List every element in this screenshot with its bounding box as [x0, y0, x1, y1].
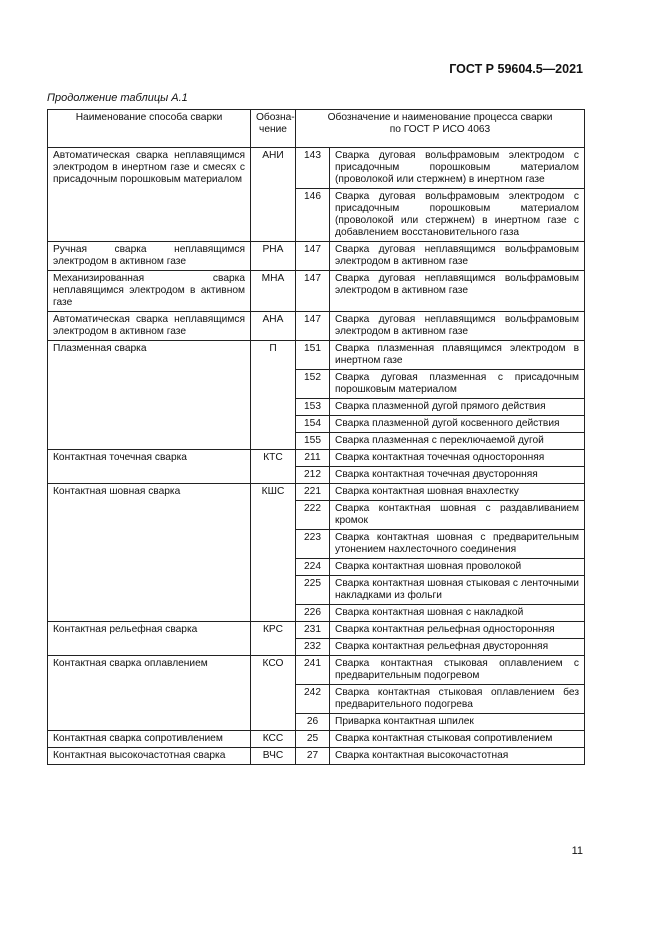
table-continuation-note: Продолжение таблицы А.1	[47, 92, 188, 104]
header-method: Наименование способа сварки	[48, 110, 251, 148]
process-name-cell: Сварка плазменная с переключаемой дугой	[330, 433, 585, 450]
process-name-cell: Сварка контактная стыковая оплавлением с предварительным подогревом	[330, 656, 585, 685]
process-name-cell: Сварка контактная точечная двусторонняя	[330, 467, 585, 484]
process-name-cell: Сварка контактная шовная с предварительным утонением нахлесточного соединения	[330, 530, 585, 559]
process-code-cell: 221	[296, 484, 330, 501]
process-code-cell: 226	[296, 605, 330, 622]
process-code-cell: 151	[296, 341, 330, 370]
method-abbreviation-cell: КШС	[251, 484, 296, 622]
process-name-cell: Сварка контактная шовная проволокой	[330, 559, 585, 576]
process-name-cell: Сварка дуговая неплавящимся вольфрамовым электродом в активном газе	[330, 312, 585, 341]
method-name-cell: Ручная сварка неплавящимся электродом в активном газе	[48, 242, 251, 271]
process-code-cell: 147	[296, 271, 330, 312]
page-number: 11	[571, 845, 583, 857]
method-abbreviation-cell: РНА	[251, 242, 296, 271]
process-name-cell: Сварка дуговая вольфрамовым электродом с присадочным порошковым материалом (проволокой или стержнем) в инертном газе	[330, 148, 585, 189]
table-row	[48, 341, 585, 370]
method-name-cell: Контактная сварка сопротивлением	[48, 731, 251, 748]
process-code-cell: 147	[296, 242, 330, 271]
process-code-cell: 212	[296, 467, 330, 484]
process-code-cell: 147	[296, 312, 330, 341]
table-row	[48, 312, 585, 341]
header-process: Обозначение и наименование процесса сварки по ГОСТ Р ИСО 4063	[296, 110, 585, 148]
table-row	[48, 450, 585, 467]
process-code-cell: 27	[296, 748, 330, 765]
table-body	[48, 148, 585, 765]
process-name-cell: Сварка контактная рельефная односторонняя	[330, 622, 585, 639]
method-abbreviation-cell: АНА	[251, 312, 296, 341]
process-name-cell: Сварка плазменной дугой прямого действия	[330, 399, 585, 416]
header-abbreviation: Обозна- чение	[251, 110, 296, 148]
method-name-cell: Контактная высокочастотная сварка	[48, 748, 251, 765]
table-row	[48, 484, 585, 501]
process-name-cell: Сварка контактная шовная внахлестку	[330, 484, 585, 501]
document-code: ГОСТ Р 59604.5—2021	[449, 62, 583, 76]
process-name-cell: Сварка контактная стыковая сопротивлением	[330, 731, 585, 748]
process-name-cell: Сварка плазменной дугой косвенного действия	[330, 416, 585, 433]
process-code-cell: 241	[296, 656, 330, 685]
method-abbreviation-cell: КСС	[251, 731, 296, 748]
process-code-cell: 224	[296, 559, 330, 576]
process-code-cell: 211	[296, 450, 330, 467]
method-abbreviation-cell: ВЧС	[251, 748, 296, 765]
table-row	[48, 656, 585, 685]
process-name-cell: Сварка дуговая вольфрамовым электродом с присадочным порошковым материалом (проволокой или стержнем) в инертном газе с добавлением восстановительного газа	[330, 189, 585, 242]
method-name-cell: Контактная шовная сварка	[48, 484, 251, 622]
process-code-cell: 223	[296, 530, 330, 559]
method-name-cell: Автоматическая сварка неплавящимся электродом в активном газе	[48, 312, 251, 341]
welding-methods-table	[47, 109, 585, 765]
process-name-cell: Сварка плазменная плавящимся электродом в инертном газе	[330, 341, 585, 370]
method-abbreviation-cell: КСО	[251, 656, 296, 731]
method-abbreviation-cell: МНА	[251, 271, 296, 312]
table-row	[48, 731, 585, 748]
process-name-cell: Сварка контактная рельефная двусторонняя	[330, 639, 585, 656]
table-row	[48, 748, 585, 765]
process-code-cell: 222	[296, 501, 330, 530]
process-code-cell: 25	[296, 731, 330, 748]
table-header-row	[48, 110, 585, 148]
process-name-cell: Сварка дуговая неплавящимся вольфрамовым электродом в активном газе	[330, 271, 585, 312]
method-name-cell: Плазменная сварка	[48, 341, 251, 450]
table-row	[48, 622, 585, 639]
process-name-cell: Приварка контактная шпилек	[330, 714, 585, 731]
process-code-cell: 152	[296, 370, 330, 399]
method-name-cell: Автоматическая сварка неплавящимся электродом в инертном газе и смесях с присадочным порошковым материалом	[48, 148, 251, 242]
method-name-cell: Контактная рельефная сварка	[48, 622, 251, 656]
process-code-cell: 154	[296, 416, 330, 433]
process-name-cell: Сварка контактная стыковая оплавлением без предварительного подогрева	[330, 685, 585, 714]
process-name-cell: Сварка контактная высокочастотная	[330, 748, 585, 765]
process-name-cell: Сварка контактная шовная стыковая с ленточными накладками из фольги	[330, 576, 585, 605]
table-row	[48, 148, 585, 189]
table-row	[48, 271, 585, 312]
process-code-cell: 232	[296, 639, 330, 656]
method-name-cell: Механизированная сварка неплавящимся электродом в активном газе	[48, 271, 251, 312]
process-code-cell: 225	[296, 576, 330, 605]
method-abbreviation-cell: КРС	[251, 622, 296, 656]
process-code-cell: 153	[296, 399, 330, 416]
process-name-cell: Сварка контактная точечная односторонняя	[330, 450, 585, 467]
method-abbreviation-cell: КТС	[251, 450, 296, 484]
process-code-cell: 155	[296, 433, 330, 450]
process-code-cell: 242	[296, 685, 330, 714]
process-name-cell: Сварка контактная шовная с раздавливанием кромок	[330, 501, 585, 530]
method-abbreviation-cell: АНИ	[251, 148, 296, 242]
process-name-cell: Сварка дуговая неплавящимся вольфрамовым электродом в активном газе	[330, 242, 585, 271]
process-code-cell: 146	[296, 189, 330, 242]
process-name-cell: Сварка дуговая плазменная с присадочным порошковым материалом	[330, 370, 585, 399]
method-name-cell: Контактная сварка оплавлением	[48, 656, 251, 731]
process-code-cell: 231	[296, 622, 330, 639]
process-code-cell: 26	[296, 714, 330, 731]
process-code-cell: 143	[296, 148, 330, 189]
method-abbreviation-cell: П	[251, 341, 296, 450]
method-name-cell: Контактная точечная сварка	[48, 450, 251, 484]
table-row	[48, 242, 585, 271]
process-name-cell: Сварка контактная шовная с накладкой	[330, 605, 585, 622]
